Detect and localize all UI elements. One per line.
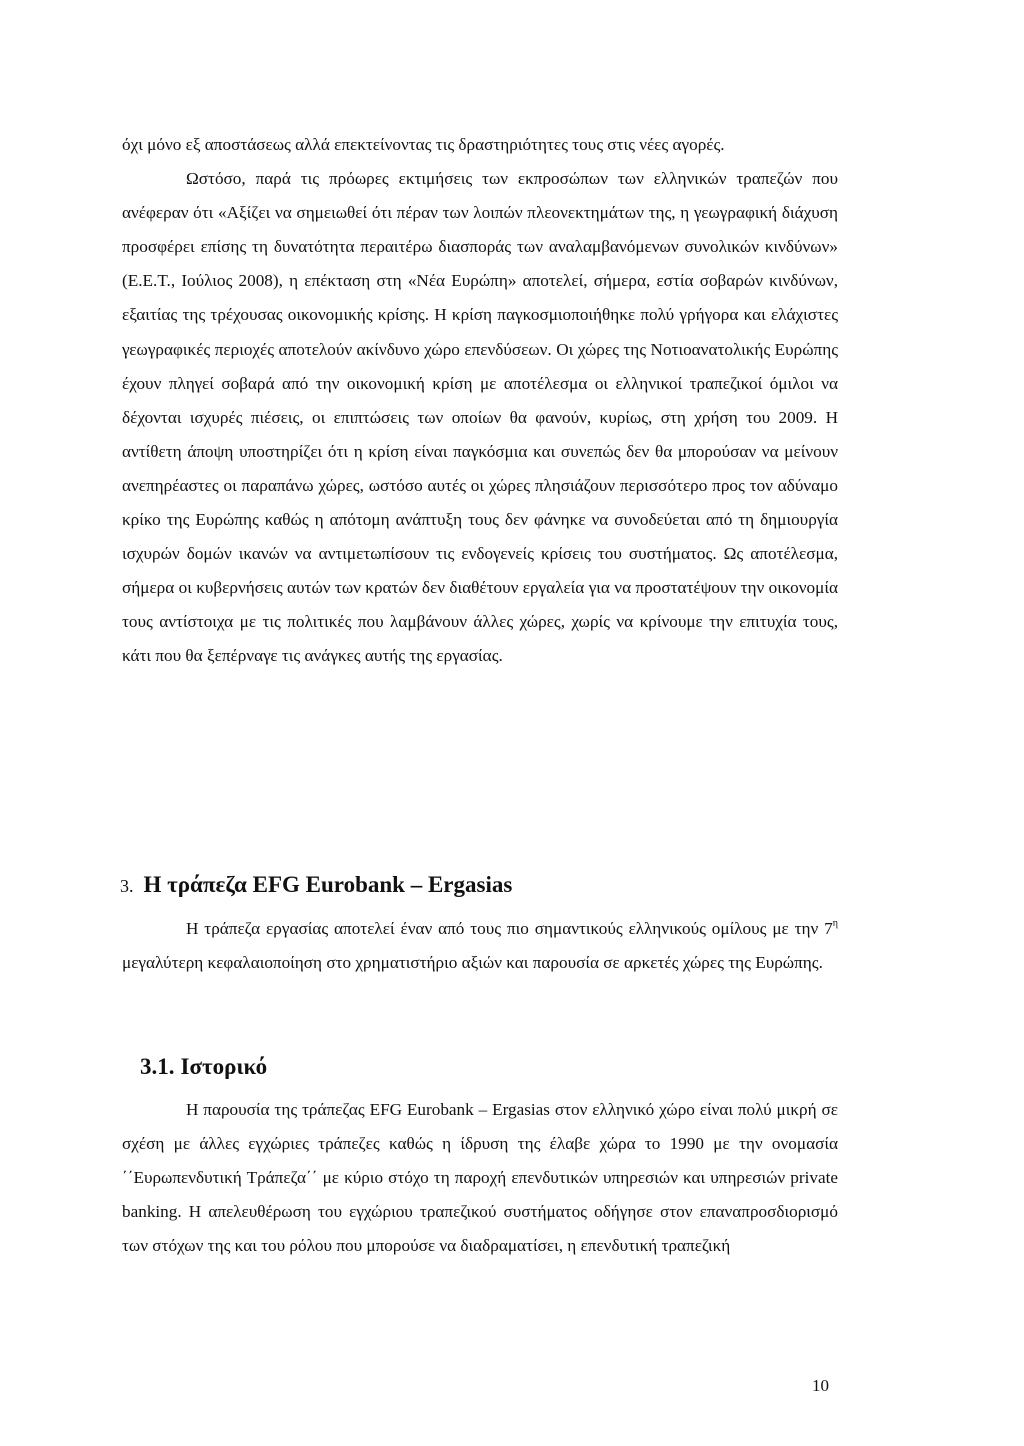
section-3-paragraph bbox=[122, 912, 838, 980]
intro-paragraph: όχι μόνο εξ αποστάσεως αλλά επεκτείνοντας τις δραστηριότητες τους στις νέες αγορές. bbox=[122, 135, 725, 154]
section-3-text-start: Η τράπεζα εργασίας αποτελεί έναν από τους πιο σημαντικούς ελληνικούς ομίλους με την 7 bbox=[186, 919, 833, 938]
page-number: 10 bbox=[812, 1376, 829, 1395]
section-3-1-heading bbox=[140, 1052, 267, 1082]
section-3-body bbox=[122, 912, 838, 980]
section-3-text-end: μεγαλύτερη κεφαλαιοποίηση στο χρηματιστήριο αξιών και παρουσία σε αρκετές χώρες της Ευρώπης. bbox=[122, 953, 823, 973]
section-3-1-number: 3.1. bbox=[140, 1054, 175, 1079]
section-3-number: 3. bbox=[120, 876, 134, 896]
section-3-heading bbox=[120, 870, 512, 901]
paragraph-1: Ωστόσο, παρά τις πρόωρες εκτιμήσεις των εκπροσώπων των ελληνικών τραπεζών που ανέφεραν ότι «Αξίζει να σημειωθεί ότι πέραν των λοιπών πλεονεκτημάτων της, η γεωγραφική διάχυση προσφέρει επίσης τη δυνατότητα περαιτέρω διασποράς των αναλαμβανόμενων συνολικών κινδύνων» (Ε.Ε.Τ., Ιούλιος 2008), η επέκταση στη «Νέα Ευρώπη» αποτελεί, σήμερα, εστία σοβαρών κινδύνων, εξαιτίας της τρέχουσας οικονομικής κρίσης. Η κρίση παγκοσμιοποιήθηκε πολύ γρήγορα και ελάχιστες γεωγραφικές περιοχές αποτελούν ακίνδυνο χώρο επενδύσεων. Οι χώρες της Νοτιοανατολικής Ευρώπης έχουν πληγεί σοβαρά από την οικονομική κρίση με αποτέλεσμα οι ελληνικοί τραπεζικοί όμιλοι να δέχονται ισχυρές πιέσεις, οι επιπτώσεις των οποίων θα φανούν, κυρίως, στη χρήση του 2009. Η αντίθετη άποψη υποστηρίζει ότι η κρίση είναι παγκόσμια και συνεπώς δεν θα μπορούσαν να μείνουν ανεπηρέαστες οι παραπάνω χώρες, ωστόσο αυτές οι χώρες πλησιάζουν περισσότερο προς τον αδύναμο κρίκο της Ευρώπης καθώς η απότομη ανάπτυξη τους δεν φάνηκε να συνοδεύεται από τη δημιουργία ισχυρών δομών ικανών να αντιμετωπίσουν τις ενδογενείς κρίσεις του συστήματος. Ως αποτέλεσμα, σήμερα οι κυβερνήσεις αυτών των κρατών δεν διαθέτουν εργαλεία για να προστατέψουν την οικονομία τους αντίστοιχα με τις πολιτικές που λαμβάνουν άλλες χώρες, χωρίς να κρίνουμε την επιτυχία τους, κάτι που θα ξεπέρναγε τις ανάγκες αυτής της εργασίας. bbox=[122, 169, 838, 666]
body-text-top bbox=[122, 128, 838, 674]
section-3-1-paragraph: Η παρουσία της τράπεζας EFG Eurobank – Ergasias στον ελληνικό χώρο είναι πολύ μικρή σε σχέση με άλλες εγχώριες τράπεζες καθώς η ίδρυση της έλαβε χώρα το 1990 με την ονομασία ΄΄Ευρωπενδυτική Τράπεζα΄΄ με κύριο στόχο τη παροχή επενδυτικών υπηρεσιών και υπηρεσιών private banking. Η απελευθέρωση του εγχώριου τραπεζικού συστήματος οδήγησε στον επαναπροσδιορισμό των στόχων της και του ρόλου που μπορούσε να διαδραματίσει, η επενδυτική τραπεζική bbox=[122, 1100, 838, 1256]
section-3-title: Η τράπεζα EFG Eurobank – Ergasias bbox=[143, 872, 513, 897]
section-3-1-title: Ιστορικό bbox=[180, 1054, 268, 1079]
section-3-1-body bbox=[122, 1093, 838, 1263]
ordinal-superscript: η bbox=[832, 918, 838, 929]
